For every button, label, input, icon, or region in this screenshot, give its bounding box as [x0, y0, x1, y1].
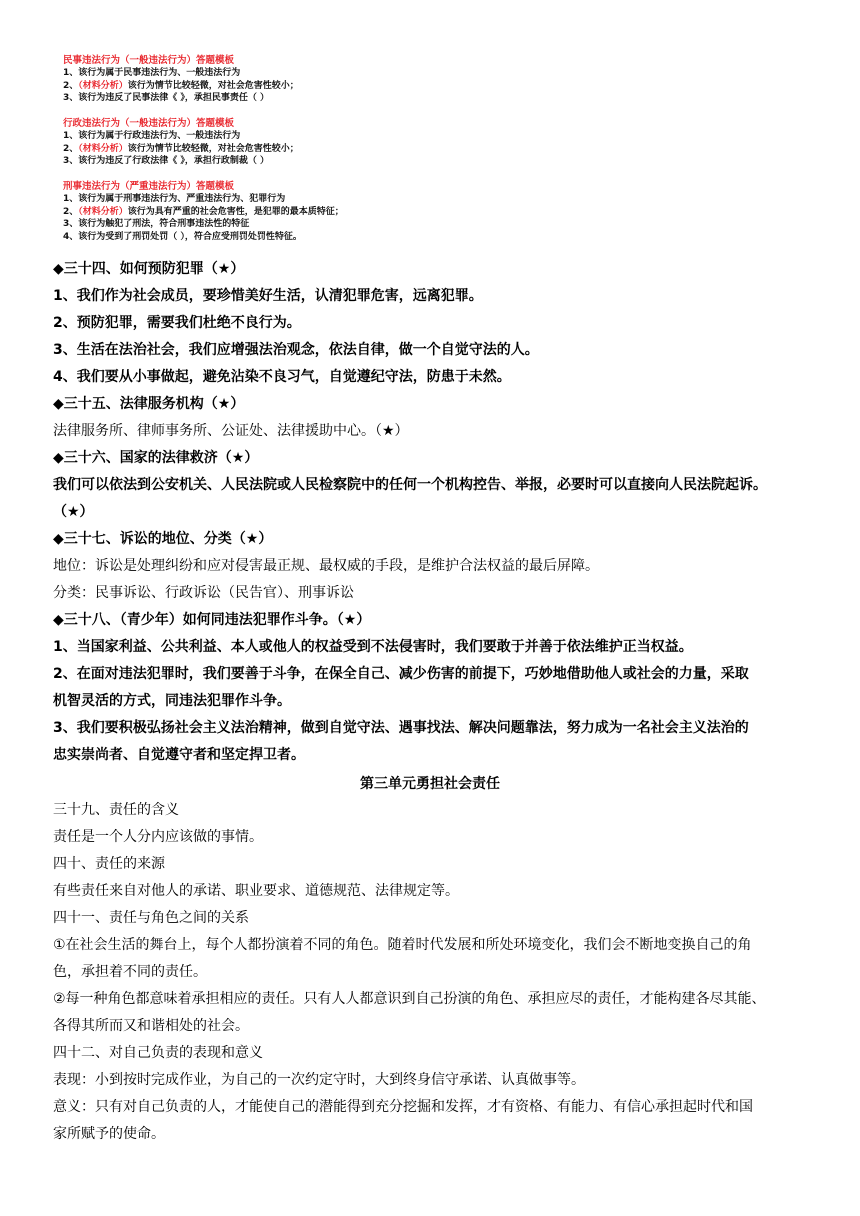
paragraph: 机智灵活的方式，同违法犯罪作斗争。	[53, 693, 291, 709]
template-line: 2、（材料分析）该行为情节比较轻微，对社会危害性较小；	[63, 143, 299, 154]
paragraph: 3、我们要积极弘扬社会主义法治精神，做到自觉守法、遇事找法、解决问题靠法，努力成为一名社会主义法治的	[53, 720, 749, 736]
template-line: 1、该行为属于行政违法行为、一般违法行为	[63, 131, 241, 141]
template-title: 行政违法行为（一般违法行为）答题模板	[63, 118, 235, 129]
paragraph: 分类：民事诉讼、行政诉讼（民告官）、刑事诉讼	[53, 585, 354, 601]
template-line: 2、（材料分析）该行为情节比较轻微，对社会危害性较小；	[63, 80, 299, 91]
paragraph: 色，承担着不同的责任。	[53, 964, 207, 980]
paragraph: 1、我们作为社会成员，要珍惜美好生活，认清犯罪危害，远离犯罪。	[53, 288, 483, 304]
section-heading-40: 四十、责任的来源	[53, 856, 165, 872]
section-heading-36: ◆三十六、国家的法律救济（★）	[53, 450, 259, 466]
paragraph: ①在社会生活的舞台上，每个人都扮演着不同的角色。随着时代发展和所处环境变化，我们会不断地变换自己的角	[53, 937, 752, 953]
paragraph: 意义：只有对自己负责的人，才能使自己的潜能得到充分挖掘和发挥，才有资格、有能力、有信心承担起时代和国	[53, 1099, 753, 1115]
paragraph: （★）	[53, 504, 94, 520]
section-heading-41: 四十一、责任与角色之间的关系	[53, 910, 249, 926]
template-line: 3、该行为违反了民事法律《 》，承担民事责任（ ）	[63, 93, 270, 103]
section-heading-34: ◆三十四、如何预防犯罪（★）	[53, 261, 245, 277]
paragraph: 我们可以依法到公安机关、人民法院或人民检察院中的任何一个机构控告、举报，必要时可以直接向人民法院起诉。	[53, 477, 767, 493]
template-line: 3、该行为触犯了刑法，符合刑事违法性的特征	[63, 219, 250, 229]
section-heading-38: ◆三十八、（青少年）如何同违法犯罪作斗争。（★）	[53, 612, 371, 628]
section-heading-35: ◆三十五、法律服务机构（★）	[53, 396, 245, 412]
paragraph: ②每一种角色都意味着承担相应的责任。只有人人都意识到自己扮演的角色、承担应尽的责任，才能构建各尽其能、	[53, 991, 766, 1007]
paragraph: 忠实崇尚者、自觉遵守者和坚定捍卫者。	[53, 747, 305, 763]
template-line: 4、该行为受到了刑罚处罚（ ），符合应受刑罚处罚性特征。	[63, 231, 302, 242]
template-line: 3、该行为违反了行政法律《 》，承担行政制裁（ ）	[63, 156, 270, 166]
unit-title: 第三单元勇担社会责任	[360, 776, 500, 792]
section-heading-39: 三十九、责任的含义	[53, 802, 179, 818]
template-criminal	[63, 180, 483, 243]
template-line: 1、该行为属于民事违法行为、一般违法行为	[63, 68, 241, 78]
paragraph: 各得其所而又和谐相处的社会。	[53, 1018, 249, 1034]
template-title: 刑事违法行为（严重违法行为）答题模板	[63, 181, 235, 192]
paragraph: 表现：小到按时完成作业，为自己的一次约定守时，大到终身信守承诺、认真做事等。	[53, 1072, 585, 1088]
paragraph: 法律服务所、律师事务所、公证处、法律援助中心。（★）	[53, 423, 409, 439]
section-heading-42: 四十二、对自己负责的表现和意义	[53, 1045, 263, 1061]
paragraph: 4、我们要从小事做起，避免沾染不良习气，自觉遵纪守法，防患于未然。	[53, 369, 511, 385]
paragraph: 3、生活在法治社会，我们应增强法治观念，依法自律，做一个自觉守法的人。	[53, 342, 539, 358]
paragraph: 有些责任来自对他人的承诺、职业要求、道德规范、法律规定等。	[53, 883, 459, 899]
template-line: 2、（材料分析）该行为具有严重的社会危害性，是犯罪的最本质特征；	[63, 206, 344, 217]
paragraph: 2、在面对违法犯罪时，我们要善于斗争，在保全自己、减少伤害的前提下，巧妙地借助他人或社会的力量，采取	[53, 666, 749, 682]
paragraph: 责任是一个人分内应该做的事情。	[53, 829, 263, 845]
paragraph: 地位：诉讼是处理纠纷和应对侵害最正规、最权威的手段，是维护合法权益的最后屏障。	[53, 558, 599, 574]
paragraph: 2、预防犯罪，需要我们杜绝不良行为。	[53, 315, 301, 331]
template-title: 民事违法行为（一般违法行为）答题模板	[63, 55, 235, 66]
template-line: 1、该行为属于刑事违法行为、严重违法行为、犯罪行为	[63, 194, 286, 204]
paragraph: 1、当国家利益、公共利益、本人或他人的权益受到不法侵害时，我们要敢于并善于依法维护正当权益。	[53, 639, 693, 655]
template-administrative	[63, 117, 483, 168]
paragraph: 家所赋予的使命。	[53, 1126, 165, 1142]
section-heading-37: ◆三十七、诉讼的地位、分类（★）	[53, 531, 273, 547]
template-civil	[63, 54, 483, 105]
